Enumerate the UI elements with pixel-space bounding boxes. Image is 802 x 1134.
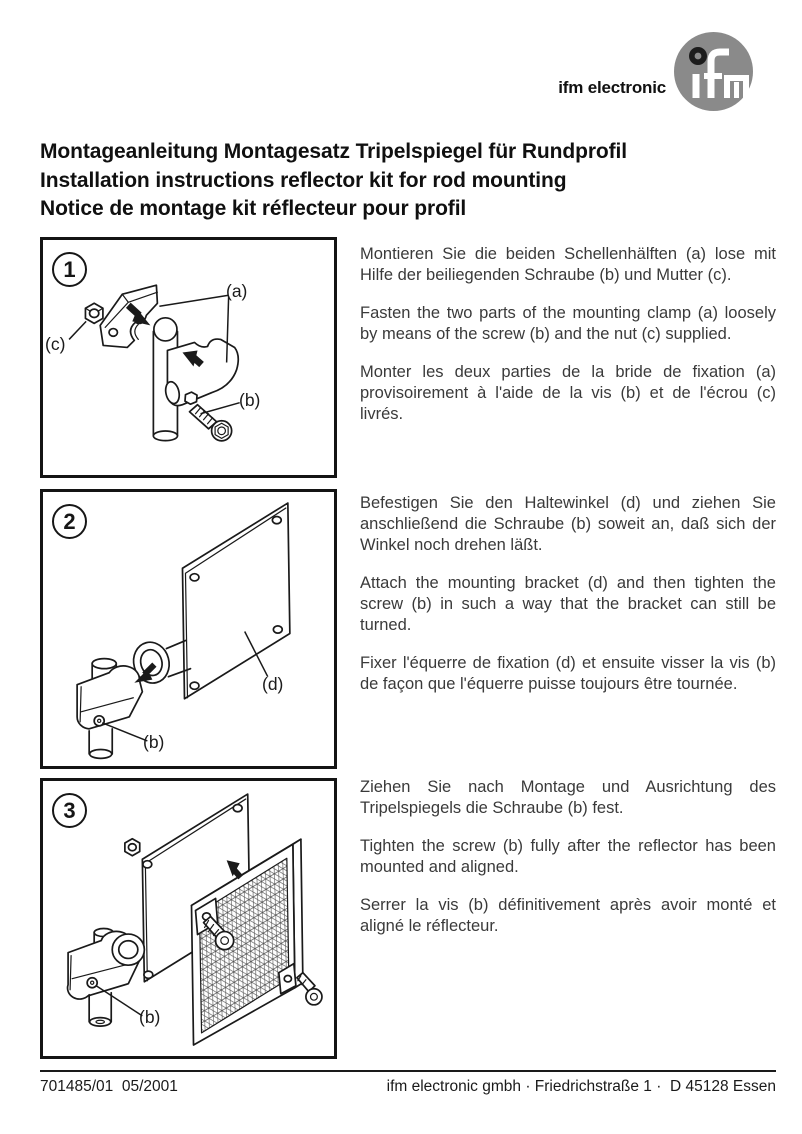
- company-address: ifm electronic gmbh · Friedrichstraße 1 · D 45128 Essen: [386, 1078, 776, 1095]
- step-3-drawing: [43, 781, 334, 1056]
- step-1-number-badge: [52, 252, 87, 287]
- step-3-text: [360, 777, 776, 954]
- title-line-fr: Notice de montage kit réflecteur pour profil: [40, 197, 467, 220]
- step-1-text-de: Montieren Sie die beiden Schellenhälften (a) lose mit Hilfe der beiliegenden Schraube (b) und Mutter (c).: [360, 245, 776, 284]
- step-1-text: [360, 244, 776, 442]
- nut: [125, 839, 140, 856]
- document-number: 701485/01 05/2001: [40, 1078, 178, 1095]
- step-2-drawing: [43, 492, 334, 766]
- footer: [40, 1078, 776, 1096]
- brand-name: ifm electronic: [558, 78, 666, 97]
- step-2-number: 2: [63, 508, 76, 534]
- part-label-b: (b): [239, 390, 261, 410]
- step-2-text-de: Befestigen Sie den Haltewinkel (d) und ziehen Sie anschließend die Schraube (b) soweit an, daß sich der Winkel noch drehen läßt.: [360, 494, 776, 554]
- step-3-text-fr: Serrer la vis (b) définitivement après avoir monté et aligné le réflecteur.: [360, 896, 776, 935]
- page-title: [40, 138, 627, 224]
- part-label-c: (c): [45, 334, 66, 354]
- part-label-d: (d): [262, 674, 284, 694]
- leader-lines: [96, 986, 142, 1016]
- nut: [85, 303, 102, 323]
- step-2-number-badge: [52, 504, 87, 539]
- rod-and-clamp: [77, 659, 142, 759]
- step-1-text-en: Fasten the two parts of the mounting clamp (a) loosely by means of the screw (b) and the nut (c) supplied.: [360, 304, 776, 343]
- figure-step-1: [40, 237, 337, 478]
- step-3-number: 3: [63, 797, 76, 823]
- step-3-text-de: Ziehen Sie nach Montage und Ausrichtung des Tripelspiegels die Schraube (b) fest.: [360, 778, 776, 817]
- part-label-a: (a): [226, 281, 248, 301]
- title-line-de: Montageanleitung Montagesatz Tripelspiegel für Rundprofil: [40, 140, 627, 163]
- step-2-text-fr: Fixer l'équerre de fixation (d) et ensuite visser la vis (b) de façon que l'équerre puisse toujours être tournée.: [360, 654, 776, 693]
- step-3-text-en: Tighten the screw (b) fully after the reflector has been mounted and aligned.: [360, 837, 776, 876]
- part-label-b: (b): [139, 1007, 161, 1027]
- step-2-text-en: Attach the mounting bracket (d) and then tighten the screw (b) in such a way that the bracket can still be turned.: [360, 574, 776, 634]
- clamp-upper-half: [100, 285, 157, 347]
- bracket-plate: [182, 503, 289, 699]
- step-1-text-fr: Monter les deux parties de la bride de fixation (a) provisoirement à l'aide de la vis (b) et de l'écrou (c) livrés.: [360, 363, 776, 423]
- rod-and-clamp: [68, 929, 145, 1027]
- figure-step-2: [40, 489, 337, 769]
- step-2-text: [360, 493, 776, 712]
- title-line-en: Installation instructions reflector kit for rod mounting: [40, 168, 567, 192]
- step-3-number-badge: [52, 793, 87, 828]
- screw: [190, 405, 232, 441]
- step-1-drawing: [43, 240, 334, 475]
- part-label-b: (b): [143, 732, 165, 752]
- figure-step-3: [40, 778, 337, 1059]
- step-1-number: 1: [63, 256, 76, 282]
- ifm-logo-icon: [674, 32, 753, 111]
- footer-divider: [40, 1070, 776, 1072]
